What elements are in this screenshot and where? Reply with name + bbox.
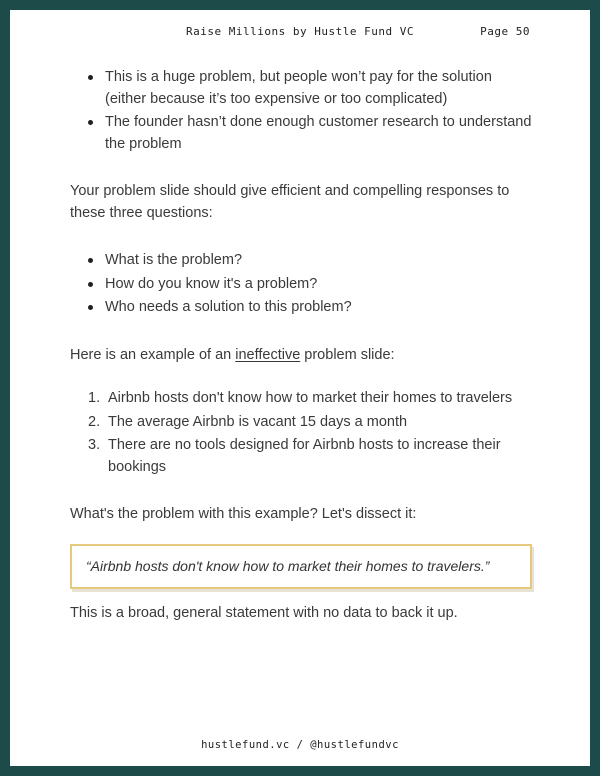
bullet-icon	[88, 120, 93, 125]
list-item-number: 3.	[88, 437, 101, 453]
list-item-number: 1.	[88, 390, 101, 406]
list-item	[88, 67, 532, 110]
list-item-text: There are no tools designed for Airbnb hosts to increase their bookings	[108, 437, 501, 475]
list-item	[88, 274, 532, 296]
quote-text: “Airbnb hosts don't know how to market their homes to travelers.”	[86, 557, 490, 574]
list-item	[88, 388, 532, 410]
paragraph-dissect: What's the problem with this example? Let's dissect it:	[70, 506, 417, 522]
example-intro-suffix: problem slide:	[300, 346, 395, 363]
page-number: Page 50	[480, 25, 530, 38]
list-item-text: What is the problem?	[105, 252, 243, 268]
list-item-text: This is a huge problem, but people won’t pay for the solution (either because it’s too expensive or too complicated)	[105, 69, 492, 107]
paragraph-questions-intro: Your problem slide should give efficient and compelling responses to these three questions:	[70, 183, 510, 221]
list-item-text: Airbnb hosts don't know how to market their homes to travelers	[108, 390, 513, 406]
page-content	[70, 67, 532, 651]
quote-box	[70, 544, 532, 590]
list-item	[88, 297, 532, 319]
list-item	[88, 250, 532, 272]
list-item-text: How do you know it's a problem?	[105, 275, 318, 292]
example-numbered-list	[88, 388, 532, 478]
list-item	[88, 412, 532, 434]
example-intro-prefix: Here is an example of an	[70, 346, 236, 363]
page-header	[10, 25, 590, 41]
book-title: Raise Millions by Hustle Fund VC	[186, 25, 414, 38]
page-footer	[10, 739, 590, 751]
intro-bullet-list	[88, 67, 532, 155]
list-item	[88, 435, 532, 478]
list-item-text: The average Airbnb is vacant 15 days a month	[108, 413, 408, 430]
bullet-icon	[88, 282, 93, 287]
list-item-text: Who needs a solution to this problem?	[105, 299, 352, 315]
bullet-icon	[88, 258, 93, 263]
example-intro-underlined: ineffective	[235, 346, 301, 363]
list-item-number: 2.	[88, 413, 101, 430]
list-item-text: The founder hasn’t done enough customer research to understand the problem	[105, 114, 532, 152]
paragraph-conclusion: This is a broad, general statement with no data to back it up.	[70, 605, 458, 621]
list-item	[88, 112, 532, 155]
bullet-icon	[88, 305, 93, 310]
footer-text: hustlefund.vc / @hustlefundvc	[201, 739, 399, 751]
paragraph-example-intro	[70, 345, 532, 367]
bullet-icon	[88, 75, 93, 80]
question-bullet-list	[88, 250, 532, 319]
